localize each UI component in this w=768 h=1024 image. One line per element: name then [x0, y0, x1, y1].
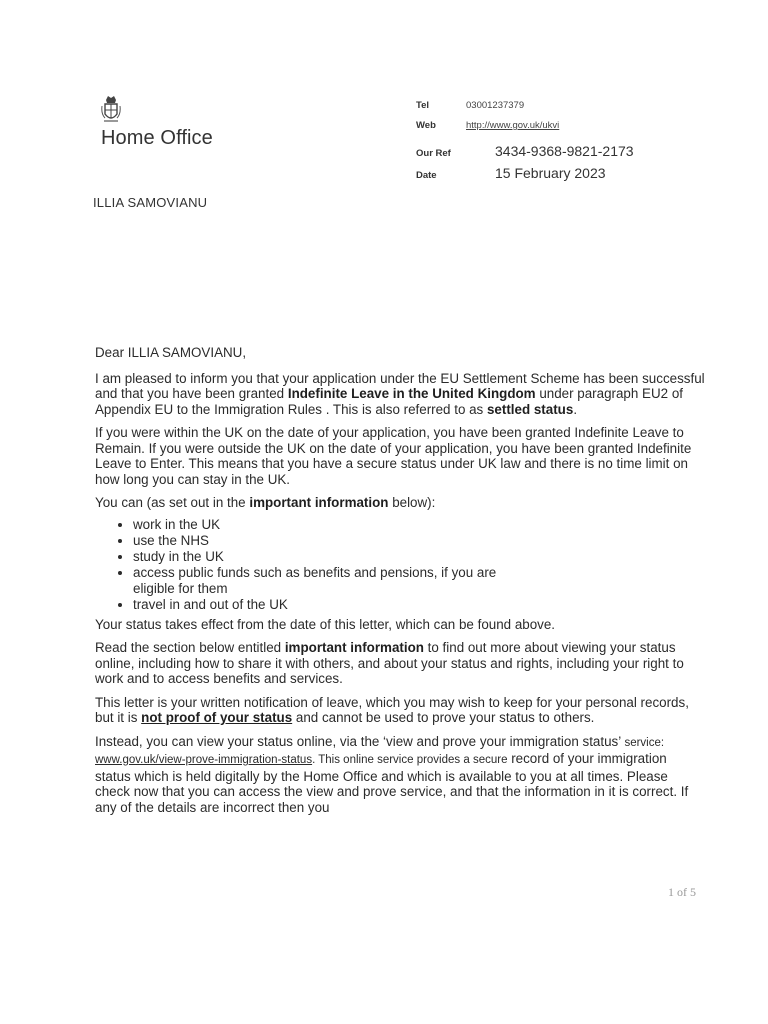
- paragraph-leave-type: If you were within the UK on the date of your application, you have been granted Indefinite Leave to Remain. If you were outside the UK on the date of your application, you have been granted Indefinite Leave to Enter. This means that you have a secure status under UK law and there is no time limit on how long you can stay in the UK.: [95, 425, 692, 487]
- paragraph-not-proof: [95, 695, 705, 726]
- text-span: service:: [624, 736, 665, 749]
- paragraph-you-can: [95, 495, 705, 511]
- web-link[interactable]: http://www.gov.uk/ukvi: [466, 120, 560, 131]
- bold-span: important information: [249, 495, 389, 510]
- date-value: 15 February 2023: [495, 165, 606, 181]
- list-item: • access public funds such as benefits and pensions, if you are eligible for them: [133, 565, 513, 597]
- text-span: below):: [388, 495, 436, 510]
- tel-value: 03001237379: [466, 100, 525, 111]
- recipient-name: ILLIA SAMOVIANU: [93, 195, 208, 210]
- salutation: Dear ILLIA SAMOVIANU,: [95, 345, 247, 360]
- text-span: This letter is your written notification of leave, which you may wish to keep for your personal records, but it is: [95, 694, 689, 725]
- tel-label: Tel: [416, 100, 430, 111]
- ref-value: 3434-9368-9821-2173: [495, 143, 634, 159]
- text-span: and cannot be used to prove your status to others.: [292, 710, 595, 725]
- list-item: • travel in and out of the UK: [133, 597, 705, 613]
- text-span: Instead, you can view your status online, via the ‘view and prove your immigration status’: [95, 733, 625, 749]
- bold-span: Indefinite Leave in the United Kingdom: [287, 386, 536, 401]
- paragraph-read-section: [95, 640, 705, 687]
- text-span: to find out more about viewing your status online, including how to share it with others, and about your status and rights, including your right to work and to access benefits and services.: [95, 640, 684, 686]
- text-span: under paragraph EU2 of Appendix EU to the Immigration Rules . This is also referred to as: [95, 386, 683, 417]
- paragraph-effective-date: Your status takes effect from the date of this letter, which can be found above.: [95, 616, 556, 632]
- text-span: Read the section below entitled: [95, 640, 285, 655]
- ref-label: Our Ref: [416, 148, 451, 159]
- list-item: • work in the UK: [133, 517, 705, 533]
- list-item: • study in the UK: [133, 549, 705, 565]
- text-span: record of your immigration status which is held digitally by the Home Office and which is available to you at all times. Please check now that you can access the view and prove service, and that the information in it is correct. If any of the details are incorrect then you: [95, 751, 689, 815]
- ref-row: [416, 143, 716, 166]
- organisation-name: Home Office: [101, 127, 213, 149]
- date-row: [416, 165, 716, 188]
- royal-crest-icon: [101, 94, 121, 126]
- text-span: You can (as set out in the: [95, 495, 250, 510]
- date-label: Date: [416, 170, 437, 181]
- web-row: [416, 120, 716, 140]
- tel-row: [416, 100, 716, 120]
- page-number: 1 of 5: [668, 885, 696, 899]
- web-label: Web: [416, 120, 436, 131]
- letter-meta: [416, 100, 716, 188]
- rights-list: [95, 517, 705, 613]
- view-prove-link[interactable]: www.gov.uk/view-prove-immigration-status: [95, 754, 313, 766]
- bold-span: settled status: [486, 401, 574, 417]
- letter-body: [95, 345, 705, 823]
- paragraph-granted: [95, 371, 705, 418]
- paragraph-view-online: [95, 734, 705, 816]
- text-span: .: [573, 401, 578, 417]
- text-span: . This online service provides a secure: [312, 754, 508, 766]
- bold-underlined-span: not proof of your status: [141, 710, 293, 725]
- list-item: • use the NHS: [133, 533, 705, 549]
- text-span: I am pleased to inform you that your application under the EU Settlement Scheme has been successful and that you have been granted: [95, 370, 705, 401]
- bold-span: important information: [284, 640, 424, 655]
